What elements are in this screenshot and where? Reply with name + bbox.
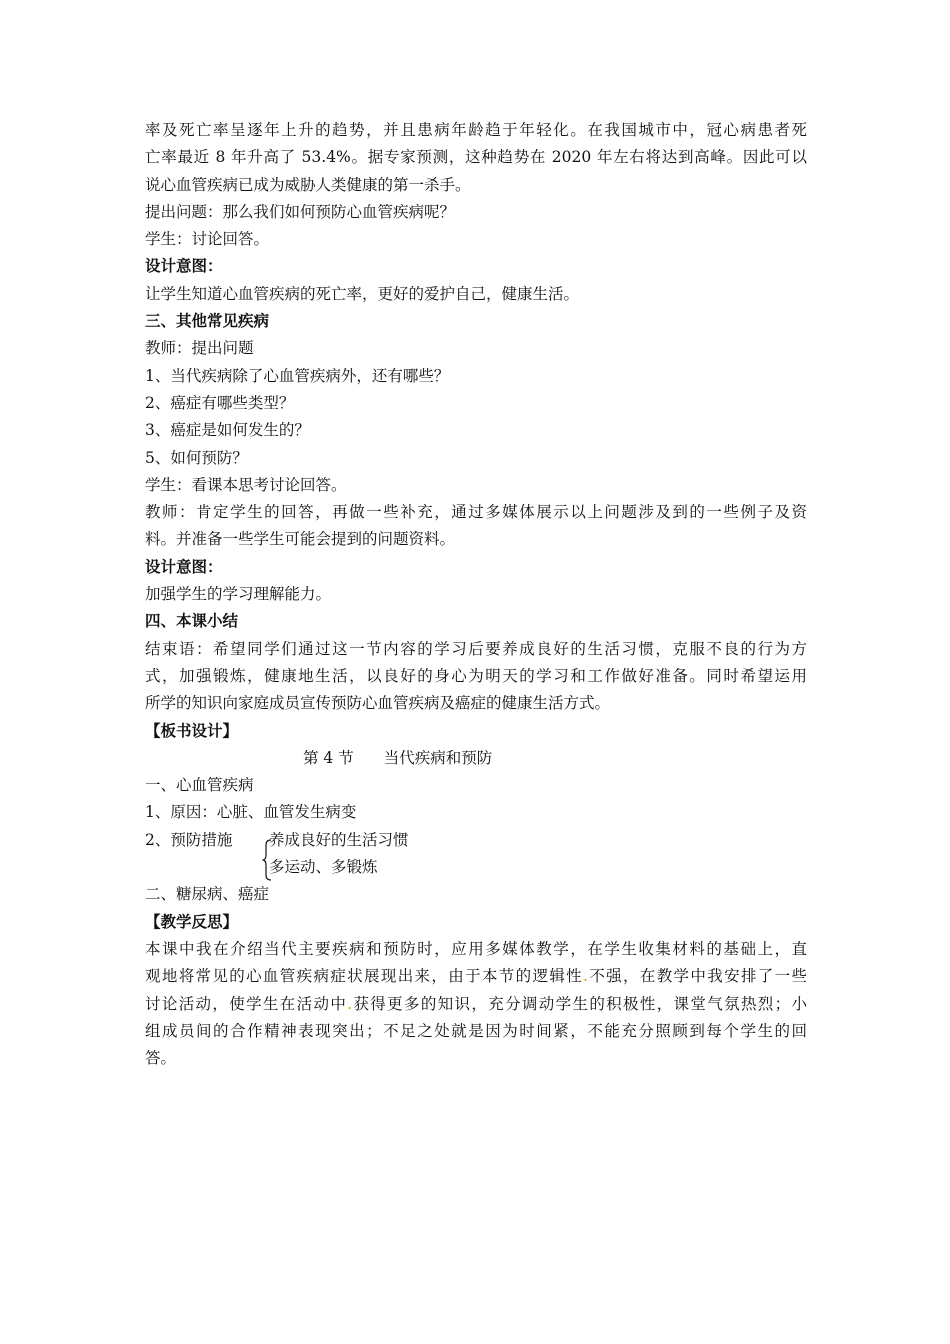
board-item <box>145 854 807 881</box>
list-item: 1、当代疾病除了心血管疾病外，还有哪些？ <box>145 366 450 385</box>
board-item <box>145 827 807 854</box>
reflection-line <box>145 991 807 1018</box>
design-intent-text: 加强学生的学习理解能力。 <box>145 585 332 604</box>
document-body <box>145 117 807 1072</box>
paragraph-line: 率及死亡率呈逐年上升的趋势，并且患病年龄趋于年轻化。在我国城市中，冠心病患者死 <box>145 121 807 139</box>
section-heading: 四、本课小结 <box>145 612 239 631</box>
board-title-name: 当代疾病和预防 <box>383 748 493 767</box>
design-intent-heading: 设计意图： <box>145 257 223 276</box>
teacher-line: 教师：提出问题 <box>145 339 254 358</box>
design-intent-text: 让学生知道心血管疾病的死亡率，更好的爱护自己，健康生活。 <box>145 284 580 303</box>
board-item: 1、原因：心脏、血管发生病变 <box>145 803 357 822</box>
board-title-section: 第 4 节 <box>303 748 354 767</box>
brace-item: 养成良好的生活习惯 <box>269 830 409 849</box>
board-design-heading: 【板书设计】 <box>145 721 239 740</box>
reflection-line <box>145 963 807 990</box>
teacher-line: 教师：肯定学生的回答，再做一些补充，通过多媒体展示以上问题涉及到的一些例子及资 <box>145 503 807 522</box>
reflection-line: 本课中我在介绍当代主要疾病和预防时，应用多媒体教学，在学生收集材料的基础上，直 <box>145 939 807 958</box>
list-item: 5、如何预防？ <box>145 448 248 467</box>
conclusion-line: 式，加强锻炼，健康地生活，以良好的身心为明天的学习和工作做好准备。同时希望运用 <box>145 666 807 685</box>
teacher-line: 料。并准备一些学生可能会提到的问题资料。 <box>145 530 456 549</box>
student-line: 学生：讨论回答。 <box>145 230 270 249</box>
paragraph-line: 说心血管疾病已成为威胁人类健康的第一杀手。 <box>145 175 471 194</box>
reflection-text: 讨论活动，使学生在活动中 <box>145 994 348 1013</box>
conclusion-line: 所学的知识向家庭成员宣传预防心血管疾病及癌症的健康生活方式。 <box>145 694 611 713</box>
list-item: 2、癌症有哪些类型？ <box>145 393 295 412</box>
board-item-label: 2、预防措施 <box>145 830 233 849</box>
section-heading: 三、其他常见疾病 <box>145 312 270 331</box>
paragraph-line: 亡率最近 8 年升高了 53.4%。据专家预测，这种趋势在 2020 年左右将达到高峰。因此可以 <box>145 148 807 167</box>
design-intent-heading: 设计意图： <box>145 557 223 576</box>
board-item: 二、糖尿病、癌症 <box>145 885 270 904</box>
reflection-line: 答。 <box>145 1049 177 1068</box>
reflection-text: 不强，在教学中我安排了一些 <box>587 967 807 986</box>
list-item: 3、癌症是如何发生的？ <box>145 421 310 440</box>
reflection-line: 组成员间的合作精神表现突出；不足之处就是因为时间紧，不能充分照顾到每个学生的回 <box>145 1021 807 1040</box>
question-line: 提出问题：那么我们如何预防心血管疾病呢？ <box>145 202 456 221</box>
reflection-text: 获得更多的知识，充分调动学生的积极性，课堂气氛热烈；小 <box>352 994 807 1013</box>
brace-item: 多运动、多锻炼 <box>269 858 378 877</box>
board-item: 一、心血管疾病 <box>145 776 254 795</box>
edit-mark: . <box>583 967 588 986</box>
board-title <box>145 745 807 772</box>
reflection-text: 观地将常见的心血管疾病症状展现出来，由于本节的逻辑性 <box>145 967 584 986</box>
conclusion-line: 结束语：希望同学们通过这一节内容的学习后要养成良好的生活习惯，克服不良的行为方 <box>145 639 807 658</box>
edit-mark: . <box>347 994 353 1013</box>
student-line: 学生：看课本思考讨论回答。 <box>145 475 347 494</box>
reflection-heading: 【教学反思】 <box>145 912 239 931</box>
